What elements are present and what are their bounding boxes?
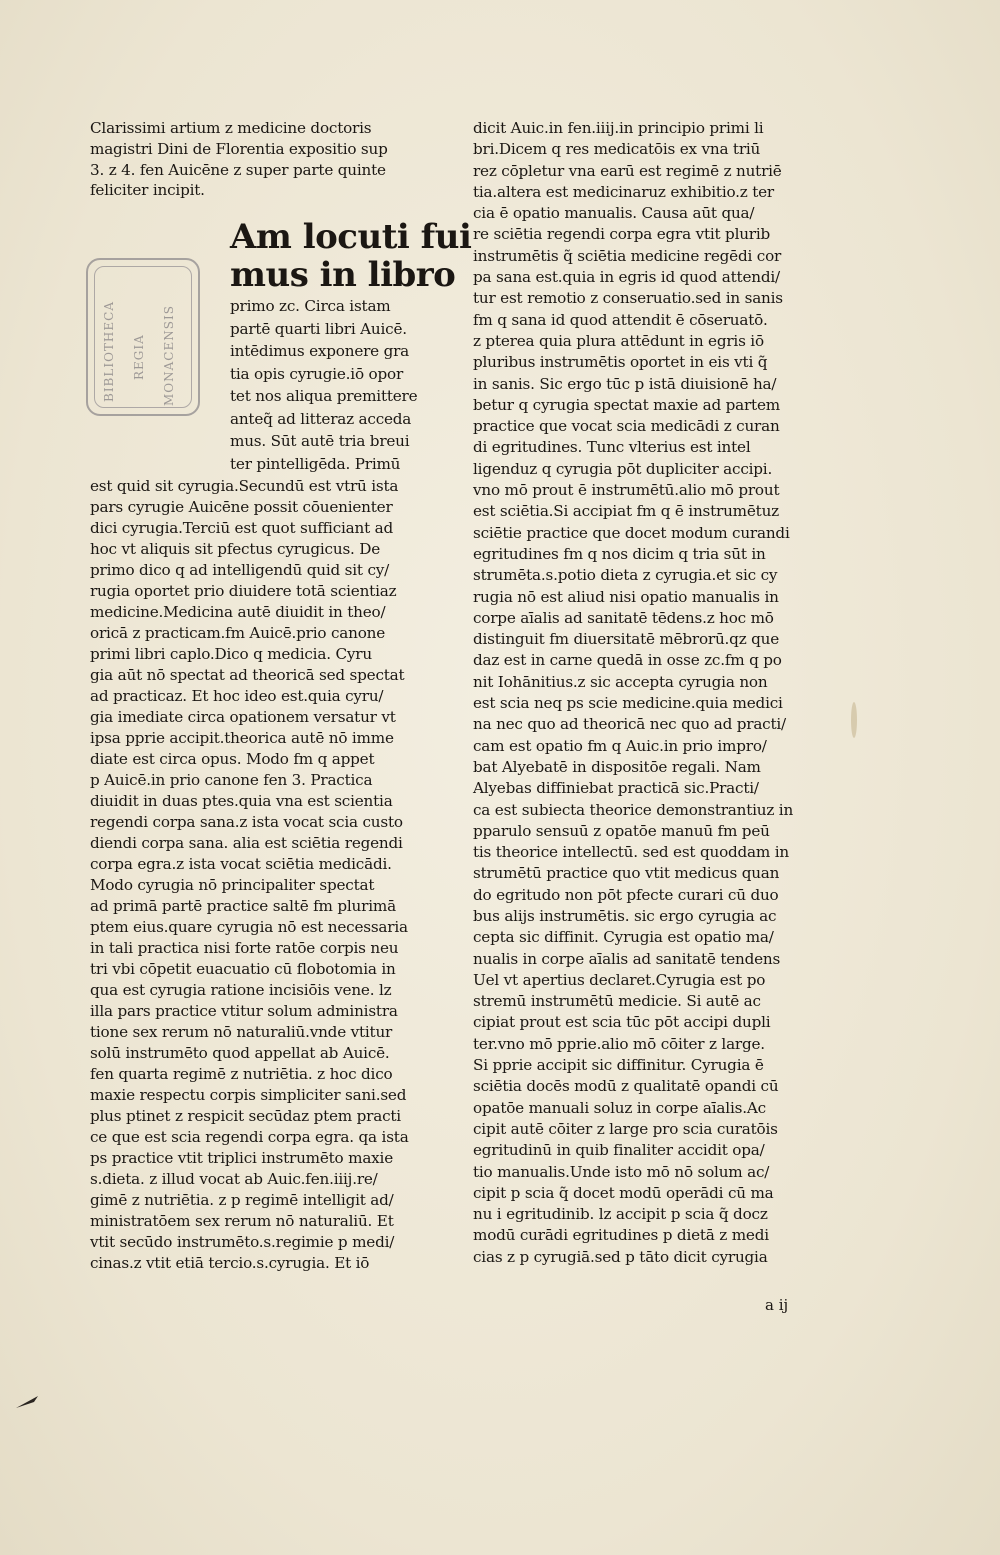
right-line: z pterea quia plura attēdunt in egris iō xyxy=(473,331,764,350)
right-line: ligenduz q cyrugia pōt dupliciter accipi. xyxy=(473,459,773,478)
body-line: plus ptinet z respicit secūdaz ptem practi xyxy=(90,1107,401,1125)
heading-block xyxy=(230,217,472,295)
body-line: in tali practica nisi forte ratōe corpis neu xyxy=(90,939,399,957)
body-line: oricā z practicam.fm Auicē.prio canone xyxy=(90,624,386,642)
right-line: in sanis. Sic ergo tūc p istā diuisionē ha/ xyxy=(473,374,777,393)
right-line: daz est in carne quedā in osse zc.fm q po xyxy=(473,651,782,670)
right-line: na nec quo ad theoricā nec quo ad practi/ xyxy=(473,715,786,734)
right-line: betur q cyrugia spectat maxie ad partem xyxy=(473,395,780,414)
inset-line: ter pintelligēda. Primū xyxy=(230,454,401,473)
right-line: instrumētis q̃ sciētia medicine regēdi cor xyxy=(473,246,782,265)
right-line: cipit p scia q̃ docet modū operādi cū ma xyxy=(473,1183,774,1202)
body-line: tri vbi cōpetit euacuatio cū flobotomia in xyxy=(90,960,396,978)
intro-line: feliciter incipit. xyxy=(90,181,205,200)
body-line: corpa egra.z ista vocat sciētia medicādi. xyxy=(90,855,392,873)
body-line: regendi corpa sana.z ista vocat scia custo xyxy=(90,813,403,831)
body-line: ad primā partē practice saltē fm plurimā xyxy=(90,897,396,915)
right-line: nu i egritudinib. lz accipit p scia q̃ docz xyxy=(473,1205,768,1224)
inset-line: intēdimus exponere gra xyxy=(230,342,410,360)
intro-line: magistri Dini de Florentia expositio sup xyxy=(90,139,388,158)
body-line: ipsa pprie accipit.theorica autē nō imme xyxy=(90,729,394,747)
intro-line: Clarissimi artium z medicine doctoris xyxy=(90,119,372,137)
right-line: est scia neq ps scie medicine.quia medici xyxy=(473,694,783,713)
right-line: cam est opatio fm q Auic.in prio impro/ xyxy=(473,736,767,755)
right-line: opatōe manuali soluz in corpe aīalis.Ac xyxy=(473,1098,766,1117)
right-line: bus alijs instrumētis. sic ergo cyrugia ac xyxy=(473,906,777,925)
right-line: ter.vno mō pprie.alio mō cōiter z large. xyxy=(473,1034,765,1053)
right-line: nualis in corpe aīalis ad sanitatē tendens xyxy=(473,949,781,968)
right-line: egritudinū in quib finaliter accidit opa/ xyxy=(473,1141,765,1160)
body-line: p Auicē.in prio canone fen 3. Practica xyxy=(90,771,373,789)
body-line: primo dico q ad intelligendū quid sit cy/ xyxy=(90,561,390,579)
right-line: cia ē opatio manualis. Causa aūt qua/ xyxy=(473,204,755,223)
body-line: gia aūt nō spectat ad theoricā sed spectat xyxy=(90,666,405,684)
library-stamp xyxy=(86,258,200,416)
right-line: modū curādi egritudines p dietā z medi xyxy=(473,1226,769,1245)
stamp-text-1: BIBLIOTHECA xyxy=(102,301,116,402)
stamp-text-3: MONACENSIS xyxy=(162,305,176,406)
right-line: stremū instrumētū medicie. Si autē ac xyxy=(473,992,761,1011)
right-line: est sciētia.Si accipiat fm q ē instrumētuz xyxy=(473,502,779,521)
body-line: primi libri caplo.Dico q medicia. Cyru xyxy=(90,645,372,663)
right-line: Si pprie accipit sic diffinitur. Cyrugia ē xyxy=(473,1056,764,1075)
right-line: tur est remotio z conseruatio.sed in sanis xyxy=(473,289,783,308)
right-line: cipit autē cōiter z large pro scia curatōis xyxy=(473,1119,778,1138)
right-line: dicit Auic.in fen.iiij.in principio primi li xyxy=(473,119,764,137)
body-line: illa pars practice vtitur solum administra xyxy=(90,1002,398,1020)
inset-line: tet nos aliqua premittere xyxy=(230,387,418,405)
body-line: est quid sit cyrugia.Secundū est vtrū ista xyxy=(90,477,399,495)
right-line: vno mō prout ē instrumētū.alio mō prout xyxy=(473,481,780,500)
body-line: ps practice vtit triplici instrumēto maxie xyxy=(90,1149,393,1167)
right-line: re sciētia regendi corpa egra vtit plurib xyxy=(473,225,771,244)
right-line: practice que vocat scia medicādi z curan xyxy=(473,417,780,436)
ink-mark xyxy=(14,1392,44,1412)
right-line: sciētie practice que docet modum curandi xyxy=(473,523,790,542)
right-line: corpe aīalis ad sanitatē tēdens.z hoc mō xyxy=(473,608,774,627)
body-line: ptem eius.quare cyrugia nō est necessaria xyxy=(90,918,408,936)
left-inset-text xyxy=(230,296,440,476)
body-line: vtit secūdo instrumēto.s.regimie p medi/ xyxy=(90,1233,395,1251)
inset-line: mus. Sūt autē tria breui xyxy=(230,432,410,450)
body-line: qua est cyrugia ratione incisiōis vene. lz xyxy=(90,981,392,999)
right-line: Alyebas diffiniebat practicā sic.Practi/ xyxy=(473,779,759,798)
stamp-text-2: REGIA xyxy=(132,334,146,380)
right-line: bri.Dicem q res medicatōis ex vna triū xyxy=(473,140,761,159)
body-line: tione sex rerum nō naturaliū.vnde vtitur xyxy=(90,1023,393,1041)
body-line: dici cyrugia.Terciū est quot sufficiant ad xyxy=(90,519,394,537)
inset-line: primo zc. Circa istam xyxy=(230,297,391,315)
right-line: egritudines fm q nos dicim q tria sūt in xyxy=(473,544,766,563)
right-line: pa sana est.quia in egris id quod attendi/ xyxy=(473,268,780,287)
right-line: cias z p cyrugiā.sed p tāto dicit cyrugia xyxy=(473,1247,768,1266)
body-line: ministratōem sex rerum nō naturaliū. Et xyxy=(90,1212,394,1230)
right-line: ca est subiecta theorice demonstrantiuz in xyxy=(473,800,794,819)
body-line: diuidit in duas ptes.quia vna est scientia xyxy=(90,792,393,810)
right-line: rez cōpletur vna earū est regimē z nutriē xyxy=(473,161,782,180)
body-line: diendi corpa sana. alia est sciētia regendi xyxy=(90,834,403,852)
body-line: Modo cyrugia nō principaliter spectat xyxy=(90,876,375,894)
body-line: cinas.z vtit etiā tercio.s.cyrugia. Et iō xyxy=(90,1254,370,1272)
inset-line: anteq̃ ad litteraz acceda xyxy=(230,409,412,428)
right-line: bat Alyebatē in dispositōe regali. Nam xyxy=(473,757,761,776)
right-line: do egritudo non pōt pfecte curari cū duo xyxy=(473,885,779,904)
right-line: di egritudines. Tunc vlterius est intel xyxy=(473,438,751,457)
body-line: rugia oportet prio diuidere totā scientiaz xyxy=(90,582,397,600)
intro-line: 3. z 4. fen Auicēne z super parte quinte xyxy=(90,160,386,179)
inset-line: partē quarti libri Auicē. xyxy=(230,319,407,338)
right-line: tio manualis.Unde isto mō nō solum ac/ xyxy=(473,1162,770,1181)
body-line: pars cyrugie Auicēne possit cōuenienter xyxy=(90,498,393,516)
right-line: Uel vt apertius declaret.Cyrugia est po xyxy=(473,970,766,989)
left-column-body xyxy=(90,476,440,1274)
body-line: gia imediate circa opationem versatur vt xyxy=(90,708,396,726)
body-line: solū instrumēto quod appellat ab Auicē. xyxy=(90,1044,390,1062)
right-line: tia.altera est medicinaruz exhibitio.z ter xyxy=(473,182,774,201)
body-line: fen quarta regimē z nutriētia. z hoc dico xyxy=(90,1065,393,1083)
right-line: pparulo sensuū z opatōe manuū fm peū xyxy=(473,821,770,840)
right-line: cepta sic diffinit. Cyrugia est opatio ma/ xyxy=(473,928,774,947)
paper-blemish xyxy=(848,700,860,740)
right-line: fm q sana id quod attendit ē cōseruatō. xyxy=(473,310,768,329)
body-line: ce que est scia regendi corpa egra. qa ista xyxy=(90,1128,409,1146)
body-line: gimē z nutriētia. z p regimē intelligit ad/ xyxy=(90,1191,394,1209)
heading-line-1: Am locuti fui xyxy=(230,217,472,257)
body-line: maxie respectu corpis simpliciter sani.sed xyxy=(90,1086,407,1104)
right-line: rugia nō est aliud nisi opatio manualis in xyxy=(473,587,779,606)
left-column-intro xyxy=(90,118,435,201)
right-line: strumēta.s.potio dieta z cyrugia.et sic cy xyxy=(473,566,778,585)
right-line: distinguit fm diuersitatē mēbrorū.qz que xyxy=(473,630,780,649)
right-line: cipiat prout est scia tūc pōt accipi dupli xyxy=(473,1013,771,1032)
body-line: diate est circa opus. Modo fm q appet xyxy=(90,750,375,768)
right-line: pluribus instrumētis oportet in eis vti q̃ xyxy=(473,353,768,372)
signature-mark: a ij xyxy=(765,1296,789,1314)
right-line: nit Iohānitius.z sic accepta cyrugia non xyxy=(473,672,768,691)
right-line: sciētia docēs modū z qualitatē opandi cū xyxy=(473,1077,779,1096)
body-line: ad practicaz. Et hoc ideo est.quia cyru/ xyxy=(90,687,384,705)
inset-line: tia opis cyrugie.iō opor xyxy=(230,364,404,383)
right-line: strumētū practice quo vtit medicus quan xyxy=(473,864,780,883)
right-column xyxy=(473,118,818,1268)
heading-line-2: mus in libro xyxy=(230,255,456,295)
body-line: hoc vt aliquis sit pfectus cyrugicus. De xyxy=(90,540,381,558)
right-line: tis theorice intellectū. sed est quoddam in xyxy=(473,843,789,862)
body-line: s.dieta. z illud vocat ab Auic.fen.iiij.re/ xyxy=(90,1170,378,1188)
body-line: medicine.Medicina autē diuidit in theo/ xyxy=(90,603,386,621)
